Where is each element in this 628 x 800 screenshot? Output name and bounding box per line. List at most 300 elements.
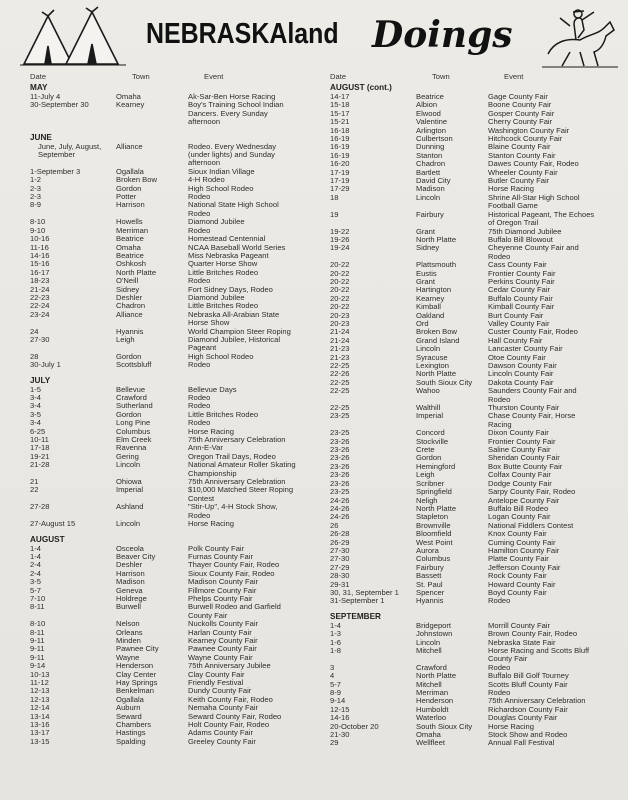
event-date: 11-16 <box>30 242 49 252</box>
event-date: 5-7 <box>330 679 341 689</box>
event-date: 12-13 <box>30 686 50 696</box>
event-town: Holdrege <box>116 593 147 603</box>
event-name: Saunders County Fair and Rodeo <box>488 386 577 404</box>
event-town: Harrison <box>116 568 145 578</box>
event-name: Chase County Fair, Horse Racing <box>488 411 576 429</box>
event-town: Walthill <box>416 403 441 413</box>
event-name: Sioux County Fair, Rodeo <box>188 568 275 578</box>
event-row <box>14 311 314 328</box>
event-row <box>314 312 614 320</box>
event-date: 23-24 <box>30 309 50 319</box>
event-date: June, July, August, September <box>38 141 102 160</box>
event-town: Stanton <box>416 150 443 160</box>
event-date: 7-10 <box>30 593 46 603</box>
event-date: 20-23 <box>330 310 350 320</box>
event-name: "Stir-Up", 4-H Stock Show, Rodeo <box>188 502 278 520</box>
event-name: Blaine County Fair <box>488 142 551 152</box>
event-name: Rodeo <box>188 401 211 411</box>
event-date: 3-5 <box>30 409 41 419</box>
event-date: 23-25 <box>330 428 350 438</box>
event-date: 21 <box>30 477 39 487</box>
event-row <box>314 429 614 437</box>
event-name: Homestead Centennial <box>188 234 266 244</box>
event-row <box>14 394 314 402</box>
event-date: 3-4 <box>30 401 41 411</box>
event-row <box>314 101 614 109</box>
event-town: Grand Island <box>416 335 460 345</box>
event-name: High School Rodeo <box>188 351 254 361</box>
event-town: Beaver City <box>116 551 156 561</box>
event-town: Omaha <box>116 92 141 101</box>
event-date: 23-26 <box>330 478 350 488</box>
event-name: 75th Diamond Jubilee <box>488 226 562 236</box>
town-header: Town <box>432 72 450 81</box>
event-date: 15-17 <box>330 108 350 118</box>
event-town: Osceola <box>116 543 144 553</box>
event-row <box>14 143 314 168</box>
event-town: Hastings <box>116 728 146 738</box>
event-name: Jefferson County Fair <box>488 562 561 572</box>
event-name: Douglas County Fair <box>488 713 558 723</box>
event-row <box>314 547 614 555</box>
event-town: South Sioux City <box>416 721 473 731</box>
event-date: 15-18 <box>330 100 350 110</box>
event-row <box>314 522 614 530</box>
event-name: Polk County Fair <box>188 543 245 553</box>
event-date: 24 <box>30 326 39 336</box>
event-date: 13-16 <box>30 720 50 730</box>
event-name: National State High School Rodeo <box>188 200 279 218</box>
event-date: 19-21 <box>30 451 50 461</box>
event-date: 23-25 <box>330 487 350 497</box>
event-date: 28-30 <box>330 571 350 581</box>
event-row <box>14 294 314 302</box>
event-town: Eustis <box>416 268 437 278</box>
event-name: Kimball County Fair <box>488 302 555 312</box>
event-town: Ogallala <box>116 166 144 176</box>
event-row <box>14 101 314 126</box>
event-town: Hartington <box>416 285 452 295</box>
event-row <box>14 637 314 645</box>
event-date: 30-September 30 <box>30 100 89 110</box>
page-header <box>0 0 628 72</box>
event-row <box>314 93 614 101</box>
event-row <box>14 503 314 520</box>
event-date: 1-4 <box>30 543 41 553</box>
event-town: Wahoo <box>416 386 440 396</box>
event-name: Washington County Fair <box>488 125 570 135</box>
event-date: 22-24 <box>30 301 50 311</box>
event-name: Wheeler County Fair <box>488 167 558 177</box>
date-header: Date <box>30 72 47 81</box>
event-town: Madison <box>416 184 445 194</box>
event-town: Omaha <box>416 730 441 740</box>
month-heading: AUGUST (cont.) <box>330 83 392 92</box>
event-date: 26-28 <box>330 529 350 539</box>
event-name: Richardson County Fair <box>488 704 568 714</box>
tepee-illustration <box>18 6 128 68</box>
event-town: Scribner <box>416 478 445 488</box>
event-row <box>314 664 614 672</box>
event-row <box>314 270 614 278</box>
event-town: Deshler <box>116 560 143 570</box>
event-town: Pawnee City <box>116 644 159 654</box>
event-town: Chambers <box>116 720 152 730</box>
event-name: Frontier County Fair <box>488 436 556 446</box>
event-name: Little Britches Rodeo <box>188 301 259 311</box>
event-date: 14-17 <box>330 92 350 101</box>
event-date: 15-21 <box>330 117 350 127</box>
event-row <box>14 419 314 427</box>
event-town: Hemingford <box>416 461 456 471</box>
event-date: 23-26 <box>330 436 350 446</box>
event-row <box>314 723 614 731</box>
event-name: Little Britches Rodeo <box>188 409 259 419</box>
title-script: Doings <box>372 14 513 56</box>
event-name: Cedar County Fair <box>488 285 551 295</box>
event-date: 8-9 <box>30 200 41 210</box>
event-row <box>314 597 614 605</box>
month-heading: MAY <box>30 83 48 92</box>
event-date: 28 <box>30 351 39 361</box>
event-name: Friendly Festival <box>188 678 244 687</box>
event-name: Miss Nebraska Pageant <box>188 250 269 260</box>
event-date: 21-24 <box>330 335 350 345</box>
event-date: 11-July 4 <box>30 92 61 101</box>
event-name: Seward County Fair, Rodeo <box>188 711 282 721</box>
event-row <box>14 286 314 294</box>
event-name: Rodeo <box>188 192 211 202</box>
event-town: Beatrice <box>116 250 144 260</box>
event-name: Platte County Fair <box>488 554 549 564</box>
event-row <box>314 438 614 446</box>
event-town: Albion <box>416 100 438 110</box>
event-town: Elm Creek <box>116 435 152 445</box>
event-name: Colfax County Fair <box>488 470 551 480</box>
event-date: 1-4 <box>30 551 41 561</box>
event-name: Dodge County Fair <box>488 478 552 488</box>
event-row <box>314 244 614 261</box>
event-name: Furnas County Fair <box>188 551 253 561</box>
event-town: Geneva <box>116 585 143 595</box>
event-name: 75th Anniversary Celebration <box>188 435 286 445</box>
month-heading: JULY <box>30 375 51 385</box>
event-name: Shrine All-Star High School Football Game <box>488 192 580 211</box>
event-name: Wayne County Fair <box>188 652 253 662</box>
event-town: Gordon <box>116 351 142 361</box>
event-name: Thayer County Fair, Rodeo <box>188 560 280 570</box>
event-date: 27-30 <box>330 545 350 555</box>
event-name: Buffalo County Fair <box>488 293 553 303</box>
event-name: Stanton County Fair <box>488 150 556 160</box>
event-town: Lincoln <box>416 192 441 202</box>
event-date: 8-11 <box>30 602 45 612</box>
event-town: Sidney <box>116 284 140 294</box>
event-town: Ashland <box>116 502 144 512</box>
event-date: 23-26 <box>330 470 350 480</box>
event-town: Bassett <box>416 571 442 581</box>
event-date: 17-18 <box>30 443 50 453</box>
event-town: Ord <box>416 318 429 328</box>
event-date: 1-6 <box>330 637 341 647</box>
event-town: Gordon <box>416 453 442 463</box>
event-row <box>314 539 614 547</box>
event-date: 17-19 <box>330 167 350 177</box>
event-name: Burt County Fair <box>488 310 544 320</box>
event-town: Minden <box>116 635 141 645</box>
event-name: Boy's Training School Indian Dancers. Every Sunday afternoon <box>188 100 284 127</box>
event-date: 1-3 <box>330 629 341 639</box>
event-town: Ohiowa <box>116 477 142 487</box>
event-town: Oshkosh <box>116 259 146 269</box>
event-date: 26 <box>330 520 339 530</box>
event-row <box>314 143 614 151</box>
event-row <box>314 672 614 680</box>
event-date: 22-25 <box>330 361 350 370</box>
event-row <box>314 454 614 462</box>
event-town: Sutherland <box>116 401 153 411</box>
event-town: Broken Bow <box>116 175 157 185</box>
event-town: Scottsbluff <box>116 360 152 370</box>
event-row <box>14 269 314 277</box>
event-name: Rodeo. Every Wednesday (under lights) and Sunday afternoon <box>188 141 277 168</box>
event-row <box>14 713 314 721</box>
event-date: 23-26 <box>330 461 350 471</box>
event-town: Crete <box>416 445 435 455</box>
event-town: Johnstown <box>416 629 453 639</box>
event-town: Leigh <box>116 334 135 344</box>
event-town: Alliance <box>116 309 143 319</box>
event-name: Dakota County Fair <box>488 377 554 387</box>
event-row <box>14 671 314 679</box>
event-date: 16-19 <box>330 142 350 152</box>
event-row <box>314 387 614 404</box>
event-row <box>314 127 614 135</box>
event-date: 1-8 <box>330 646 341 655</box>
event-name: Clay County Fair <box>188 669 245 679</box>
event-date: 27-August 15 <box>30 519 76 529</box>
event-town: Kearney <box>416 293 445 303</box>
event-date: 9-14 <box>330 696 346 706</box>
event-town: Columbus <box>116 426 151 436</box>
event-name: Nebraska All-Arabian State Horse Show <box>188 309 280 328</box>
event-date: 20-23 <box>330 318 350 328</box>
event-date: 3-5 <box>30 577 41 587</box>
event-row <box>314 211 614 228</box>
event-name: Kearney County Fair <box>188 635 258 645</box>
event-row <box>314 345 614 353</box>
event-date: 29 <box>330 738 339 748</box>
event-name: Cuming County Fair <box>488 537 556 547</box>
event-name: Ak-Sar-Ben Horse Racing <box>188 92 276 101</box>
event-date: 29-31 <box>330 579 350 589</box>
event-name: Holt County Fair, Rodeo <box>188 720 270 730</box>
event-row <box>314 564 614 572</box>
event-town: Ogallala <box>116 694 144 704</box>
event-name: Pawnee County Fair <box>188 644 257 654</box>
event-town: Bellevue <box>116 384 146 394</box>
event-town: Howells <box>116 217 143 227</box>
event-name: Phelps County Fair <box>188 593 253 603</box>
event-name: Diamond Jubilee, Historical Pageant <box>188 334 281 353</box>
event-town: Merriman <box>116 225 149 235</box>
event-name: Hamilton County Fair <box>488 545 560 555</box>
event-row <box>314 354 614 362</box>
event-name: Burwell Rodeo and Garfield County Fair <box>188 602 281 620</box>
date-header: Date <box>330 72 347 81</box>
event-name: $10,000 Matched Steer Roping Contest <box>188 485 294 503</box>
event-row <box>14 185 314 193</box>
event-town: Sidney <box>416 243 440 253</box>
event-row <box>14 603 314 620</box>
event-town: O'Neill <box>116 276 139 286</box>
event-date: 1-4 <box>330 620 341 630</box>
event-name: Boyd County Fair <box>488 587 547 597</box>
event-date: 4 <box>330 671 335 681</box>
event-town: Hay Springs <box>116 678 158 687</box>
event-date: 22 <box>30 485 39 495</box>
event-name: Cherry County Fair <box>488 117 553 127</box>
event-name: Sarpy County Fair, Rodeo <box>488 487 576 497</box>
event-date: 20-22 <box>330 293 350 303</box>
event-name: Fillmore County Fair <box>188 585 257 595</box>
event-row <box>14 570 314 578</box>
left-column-header <box>14 72 314 83</box>
event-town: South Sioux City <box>416 377 473 387</box>
event-row <box>314 337 614 345</box>
event-date: 3-4 <box>30 418 41 428</box>
event-name: Greeley County Fair <box>188 736 256 746</box>
event-date: 13-17 <box>30 728 50 738</box>
event-name: Rodeo <box>188 276 211 286</box>
event-name: Dawson County Fair <box>488 361 557 370</box>
event-date: 19-22 <box>330 226 350 236</box>
event-date: 31-September 1 <box>330 596 385 606</box>
event-row <box>14 620 314 628</box>
event-name: Saline County Fair <box>488 445 551 455</box>
event-row <box>314 505 614 513</box>
event-town: Imperial <box>416 411 444 421</box>
event-date: 8-11 <box>30 627 45 637</box>
event-name: Lancaster County Fair <box>488 344 563 354</box>
event-town: Arlington <box>416 125 446 135</box>
event-date: 17-19 <box>330 176 350 186</box>
event-town: West Point <box>416 537 453 547</box>
event-date: 14-16 <box>30 250 50 260</box>
event-town: Stapleton <box>416 512 449 522</box>
event-date: 1-5 <box>30 384 41 394</box>
event-date: 19-26 <box>330 234 350 244</box>
event-date: 20-22 <box>330 276 350 286</box>
event-date: 8-9 <box>330 688 341 698</box>
event-row <box>314 118 614 126</box>
event-row <box>14 461 314 478</box>
event-town: Grant <box>416 226 435 236</box>
event-town: Beatrice <box>416 92 444 101</box>
event-date: 27-30 <box>330 554 350 564</box>
event-date: 2-3 <box>30 192 41 202</box>
event-row <box>14 721 314 729</box>
event-row <box>314 572 614 580</box>
event-row <box>14 386 314 394</box>
event-row <box>14 729 314 737</box>
event-name: Valley County Fair <box>488 318 550 328</box>
event-name: Horse Racing <box>188 426 235 436</box>
event-row <box>314 295 614 303</box>
event-row <box>14 486 314 503</box>
event-town: Henderson <box>116 661 154 671</box>
event-date: 20-22 <box>330 285 350 295</box>
event-row <box>314 169 614 177</box>
event-town: Springfield <box>416 487 452 497</box>
event-row <box>14 587 314 595</box>
event-row <box>14 545 314 553</box>
event-row <box>14 218 314 226</box>
event-name: Butler County Fair <box>488 176 550 186</box>
event-town: Spencer <box>416 587 445 597</box>
event-name: Logan County Fair <box>488 512 551 522</box>
event-date: 21-28 <box>30 460 50 470</box>
event-town: Lincoln <box>116 460 141 470</box>
event-row <box>314 135 614 143</box>
event-town: Wayne <box>116 652 140 662</box>
event-date: 5-7 <box>30 585 41 595</box>
event-town: Harrison <box>116 200 145 210</box>
event-name: Rodeo <box>188 360 211 370</box>
event-date: 1-2 <box>30 175 41 185</box>
event-town: North Platte <box>416 234 457 244</box>
event-name: 75th Anniversary Celebration <box>188 477 286 487</box>
event-town: Gordon <box>116 183 142 193</box>
event-town: North Platte <box>416 671 457 681</box>
event-name: World Champion Steer Roping <box>188 326 291 336</box>
event-town: Imperial <box>116 485 144 495</box>
event-date: 20-22 <box>330 302 350 312</box>
event-name: Knox County Fair <box>488 529 547 539</box>
event-row <box>314 303 614 311</box>
event-date: 16-19 <box>330 150 350 160</box>
event-town: Madison <box>116 577 145 587</box>
event-date: 23-26 <box>330 453 350 463</box>
event-row <box>314 160 614 168</box>
event-date: 23-26 <box>330 445 350 455</box>
event-row <box>314 697 614 705</box>
event-town: Brownville <box>416 520 451 530</box>
event-row <box>314 194 614 211</box>
event-town: Chadron <box>116 301 146 311</box>
event-name: Dixon County Fair <box>488 428 549 438</box>
event-date: 13-15 <box>30 736 50 746</box>
month-heading: JUNE <box>30 132 52 142</box>
event-town: Seward <box>116 711 142 721</box>
event-date: 21-23 <box>330 344 350 354</box>
event-date: 20-22 <box>330 260 350 270</box>
event-town: David City <box>416 176 451 186</box>
event-header: Event <box>204 72 224 81</box>
event-town: Henderson <box>416 696 454 706</box>
event-date: 6-25 <box>30 426 46 436</box>
event-name: Rodeo <box>188 418 211 428</box>
event-town: Neligh <box>416 495 438 505</box>
event-date: 22-23 <box>30 292 50 302</box>
event-name: Perkins County Fair <box>488 276 555 286</box>
event-row <box>14 662 314 670</box>
event-name: Historical Pageant, The Echoes of Oregon Trail <box>488 209 595 228</box>
event-name: Rodeo <box>488 596 511 606</box>
event-row <box>314 497 614 505</box>
event-town: Long Pine <box>116 418 151 428</box>
event-town: Burwell <box>116 602 141 612</box>
